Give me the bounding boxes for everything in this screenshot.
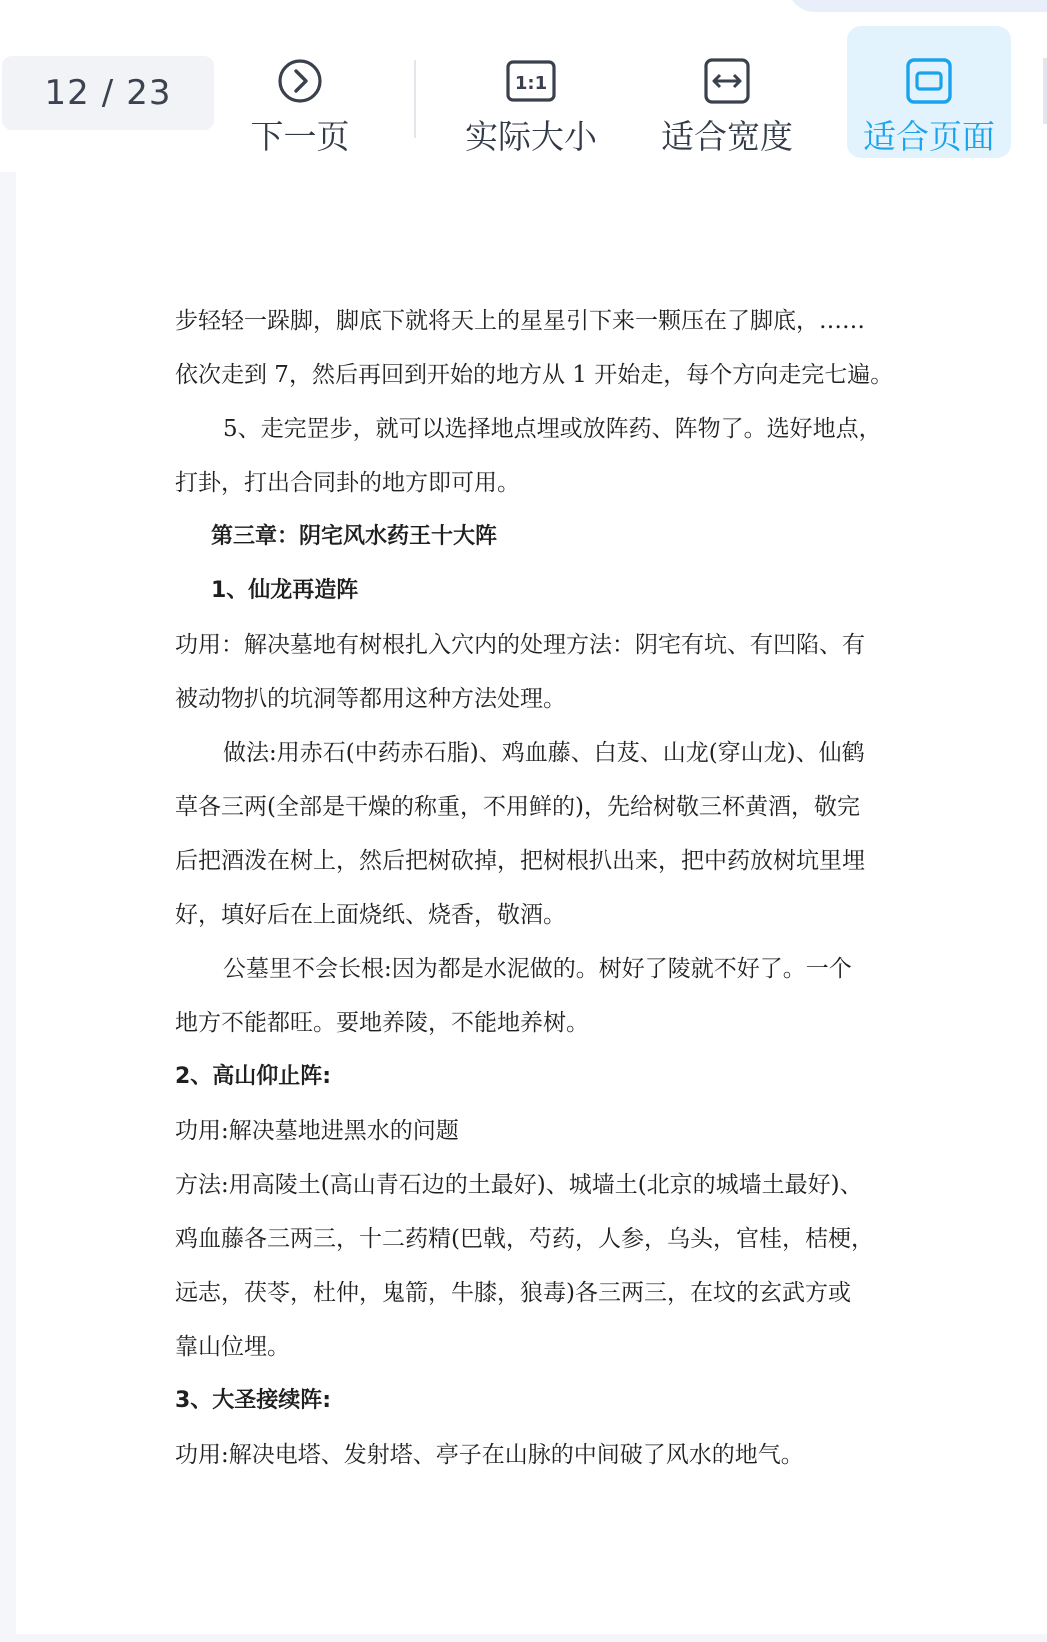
text-line: 功用:解决墓地进黑水的问题 xyxy=(175,1118,459,1144)
text-line: 功用：解决墓地有树根扎入穴内的处理方法：阴宅有坑、有凹陷、有 xyxy=(175,632,865,658)
text-line: 公墓里不会长根:因为都是水泥做的。树好了陵就不好了。一个 xyxy=(223,956,852,982)
text-line: 后把酒泼在树上，然后把树砍掉，把树根扒出来，把中药放树坑里埋 xyxy=(175,848,865,874)
page-separator: / xyxy=(101,73,115,113)
toolbar-divider xyxy=(414,60,416,138)
actual-size-icon-text: 1:1 xyxy=(514,72,548,94)
text-line: 做法:用赤石(中药赤石脂)、鸡血藤、白芨、山龙(穿山龙)、仙鹤 xyxy=(223,740,865,766)
text-line: 依次走到 7，然后再回到开始的地方从 1 开始走，每个方向走完七遍。 xyxy=(175,362,894,388)
fit-width-icon xyxy=(701,56,753,105)
total-pages: 23 xyxy=(126,73,172,113)
actual-size-button[interactable] xyxy=(452,26,610,158)
text-line: 步轻轻一跺脚，脚底下就将天上的星星引下来一颗压在了脚底，…… xyxy=(175,308,865,334)
fit-width-button[interactable] xyxy=(648,26,806,158)
section-heading: 1、仙龙再造阵 xyxy=(211,578,359,603)
page-indicator[interactable] xyxy=(2,56,214,130)
section-heading: 3、大圣接续阵: xyxy=(175,1388,332,1413)
chevron-right-circle-icon xyxy=(274,56,326,105)
text-line: 好，填好后在上面烧纸、烧香，敬酒。 xyxy=(175,902,566,928)
chapter-heading: 第三章：阴宅风水药王十大阵 xyxy=(211,524,498,549)
text-line: 靠山位埋。 xyxy=(175,1334,290,1360)
current-page-number[interactable]: 12 xyxy=(44,73,90,113)
text-line: 草各三两(全部是干燥的称重，不用鲜的)，先给树敬三杯黄酒，敬完 xyxy=(175,794,860,820)
text-line: 地方不能都旺。要地养陵，不能地养树。 xyxy=(175,1010,589,1036)
top-pill-decoration xyxy=(787,0,1047,12)
fit-page-button[interactable] xyxy=(847,26,1011,158)
next-page-label: 下一页 xyxy=(250,117,350,156)
viewer-toolbar xyxy=(0,14,1047,172)
text-line: 鸡血藤各三两三，十二药精(巴戟，芍药，人参，乌头，官桂，桔梗， xyxy=(175,1226,874,1252)
top-strip xyxy=(0,0,1047,14)
document-page xyxy=(16,172,1047,1634)
fit-page-label: 适合页面 xyxy=(863,117,995,156)
next-page-button[interactable] xyxy=(246,26,354,158)
text-line: 打卦，打出合同卦的地方即可用。 xyxy=(175,470,520,496)
text-line: 方法:用高陵土(高山青石边的土最好)、城墙土(北京的城墙土最好)、 xyxy=(175,1172,863,1198)
text-line: 被动物扒的坑洞等都用这种方法处理。 xyxy=(175,686,566,712)
section-heading: 2、高山仰止阵: xyxy=(175,1064,332,1089)
document-content xyxy=(175,294,935,1482)
toolbar-right-edge xyxy=(1043,58,1047,124)
text-line: 功用:解决电塔、发射塔、亭子在山脉的中间破了风水的地气。 xyxy=(175,1442,804,1468)
text-line: 远志，茯苓，杜仲，鬼箭，牛膝，狼毒)各三两三，在坟的玄武方或 xyxy=(175,1280,851,1306)
actual-size-label: 实际大小 xyxy=(465,117,597,156)
actual-size-icon xyxy=(505,56,557,105)
fit-page-icon xyxy=(903,56,955,105)
fit-width-label: 适合宽度 xyxy=(661,117,793,156)
text-line: 5、走完罡步，就可以选择地点埋或放阵药、阵物了。选好地点， xyxy=(223,416,882,442)
